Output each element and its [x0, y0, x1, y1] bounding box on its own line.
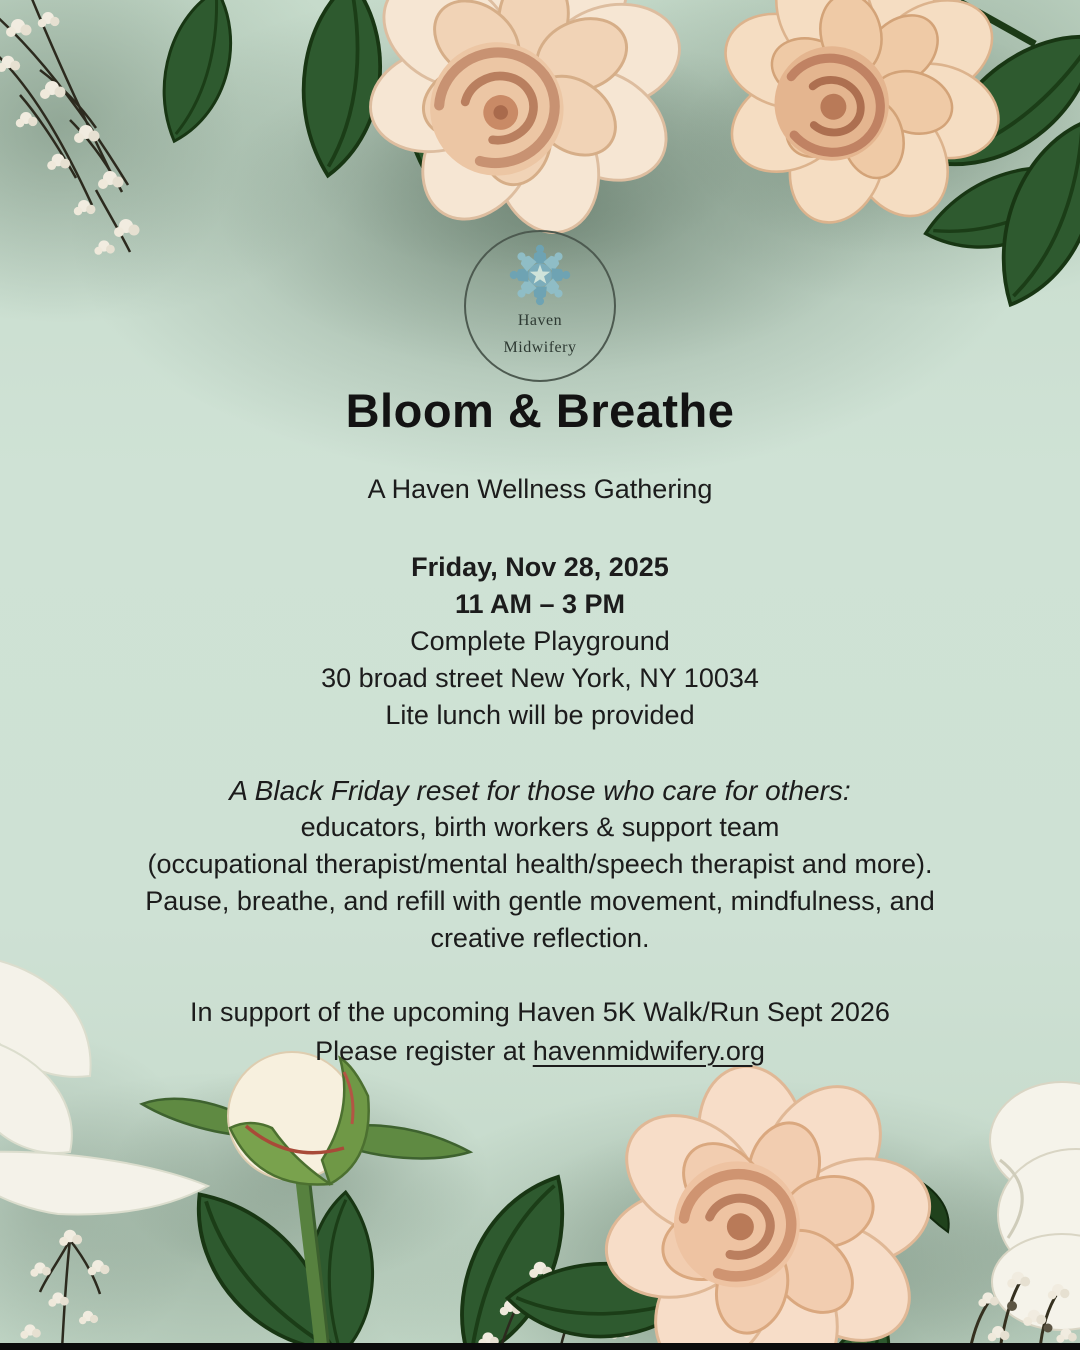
event-address: 30 broad street New York, NY 10034 — [321, 663, 759, 693]
haven-midwifery-logo — [464, 230, 616, 382]
support-note: In support of the upcoming Haven 5K Walk/Run Sept 2026 — [190, 997, 890, 1027]
description-audience: educators, birth workers & support team — [300, 812, 780, 842]
register-prefix: Please register at — [315, 1036, 533, 1066]
event-lunch-note: Lite lunch will be provided — [385, 700, 695, 730]
people-circle-star-emblem-icon — [505, 243, 575, 307]
description-audience-detail: (occupational therapist/mental health/speech therapist and more). — [147, 849, 933, 879]
register-link[interactable]: havenmidwifery.org — [532, 1036, 765, 1066]
description-activities: Pause, breathe, and refill with gentle movement, mindfulness, and — [145, 886, 935, 916]
register-line — [0, 1032, 1080, 1071]
event-description — [0, 772, 1080, 957]
event-subtitle: A Haven Wellness Gathering — [367, 474, 713, 504]
logo-text-midwifery: Midwifery — [503, 339, 577, 356]
event-time: 11 AM – 3 PM — [454, 589, 626, 619]
logo-text-haven: Haven — [517, 312, 563, 329]
event-title: Bloom & Breathe — [345, 384, 735, 437]
event-date: Friday, Nov 28, 2025 — [411, 552, 669, 582]
description-headline: A Black Friday reset for those who care for others: — [229, 775, 851, 806]
event-footer — [0, 993, 1080, 1071]
event-details — [0, 549, 1080, 734]
description-activities-cont: creative reflection. — [430, 923, 650, 953]
event-venue: Complete Playground — [410, 626, 670, 656]
